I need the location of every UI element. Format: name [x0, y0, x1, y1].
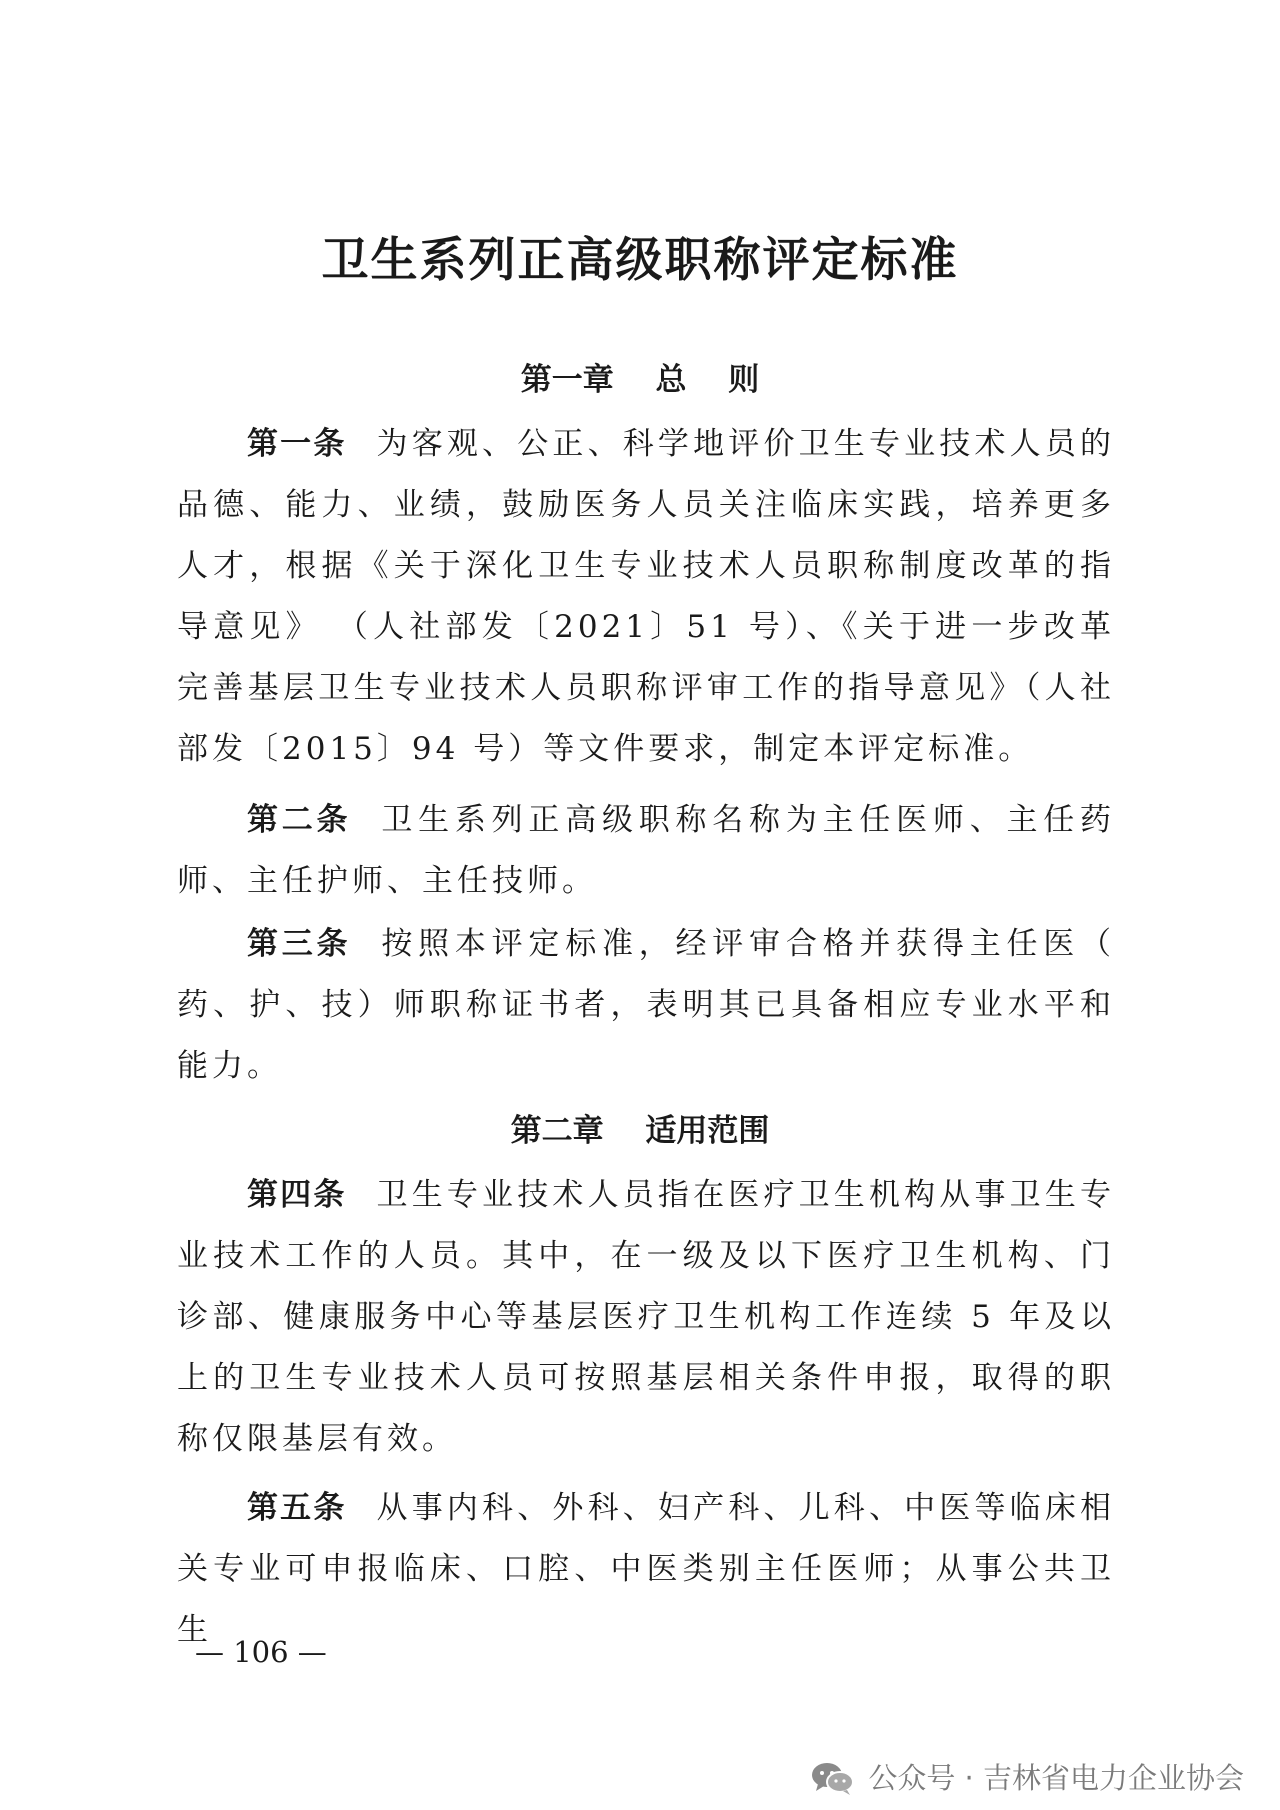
article-label: 第四条	[247, 1177, 347, 1213]
article-2	[177, 790, 1115, 912]
chapter-1-heading: 第一章 总 则	[520, 362, 760, 398]
wechat-icon	[810, 1760, 856, 1796]
article-3	[177, 914, 1115, 1097]
article-1	[177, 414, 1115, 780]
article-label: 第二条	[247, 802, 352, 838]
article-label: 第五条	[247, 1490, 347, 1526]
article-label: 第一条	[247, 426, 347, 462]
article-text: 卫生系列正高级职称名称为主任医师、主任药师、主任护师、主任技师。	[177, 802, 1116, 899]
page-number: — 106 —	[195, 1635, 327, 1669]
watermark	[810, 1758, 1244, 1798]
article-text: 从事内科、外科、妇产科、儿科、中医等临床相关专业可申报临床、口腔、中医类别主任医师；从事公共卫生	[177, 1490, 1116, 1648]
watermark-text: 公众号 · 吉林省电力企业协会	[868, 1761, 1244, 1795]
chapter-2-heading: 第二章 适用范围	[510, 1113, 770, 1149]
page-title: 卫生系列正高级职称评定标准	[321, 233, 959, 288]
article-text: 为客观、公正、科学地评价卫生专业技术人员的品德、能力、业绩，鼓励医务人员关注临床实践，培养更多人才，根据《关于深化卫生专业技术人员职称制度改革的指导意见》 （人社部发〔2021〕51 号）、《关于进一步改革完善基层卫生专业技术人员职称评审工作的指导意见》（人社部发〔2015〕94 号）等文件要求，制定本评定标准。	[177, 426, 1116, 767]
article-text: 按照本评定标准，经评审合格并获得主任医（ 药、护、技）师职称证书者，表明其已具备相应专业水平和能力。	[177, 926, 1116, 1084]
article-4	[177, 1165, 1115, 1470]
article-text: 卫生专业技术人员指在医疗卫生机构从事卫生专业技术工作的人员。其中，在一级及以下医疗卫生机构、门诊部、健康服务中心等基层医疗卫生机构工作连续 5 年及以上的卫生专业技术人员可按照基层相关条件申报，取得的职称仅限基层有效。	[177, 1177, 1116, 1457]
article-label: 第三条	[247, 926, 352, 962]
